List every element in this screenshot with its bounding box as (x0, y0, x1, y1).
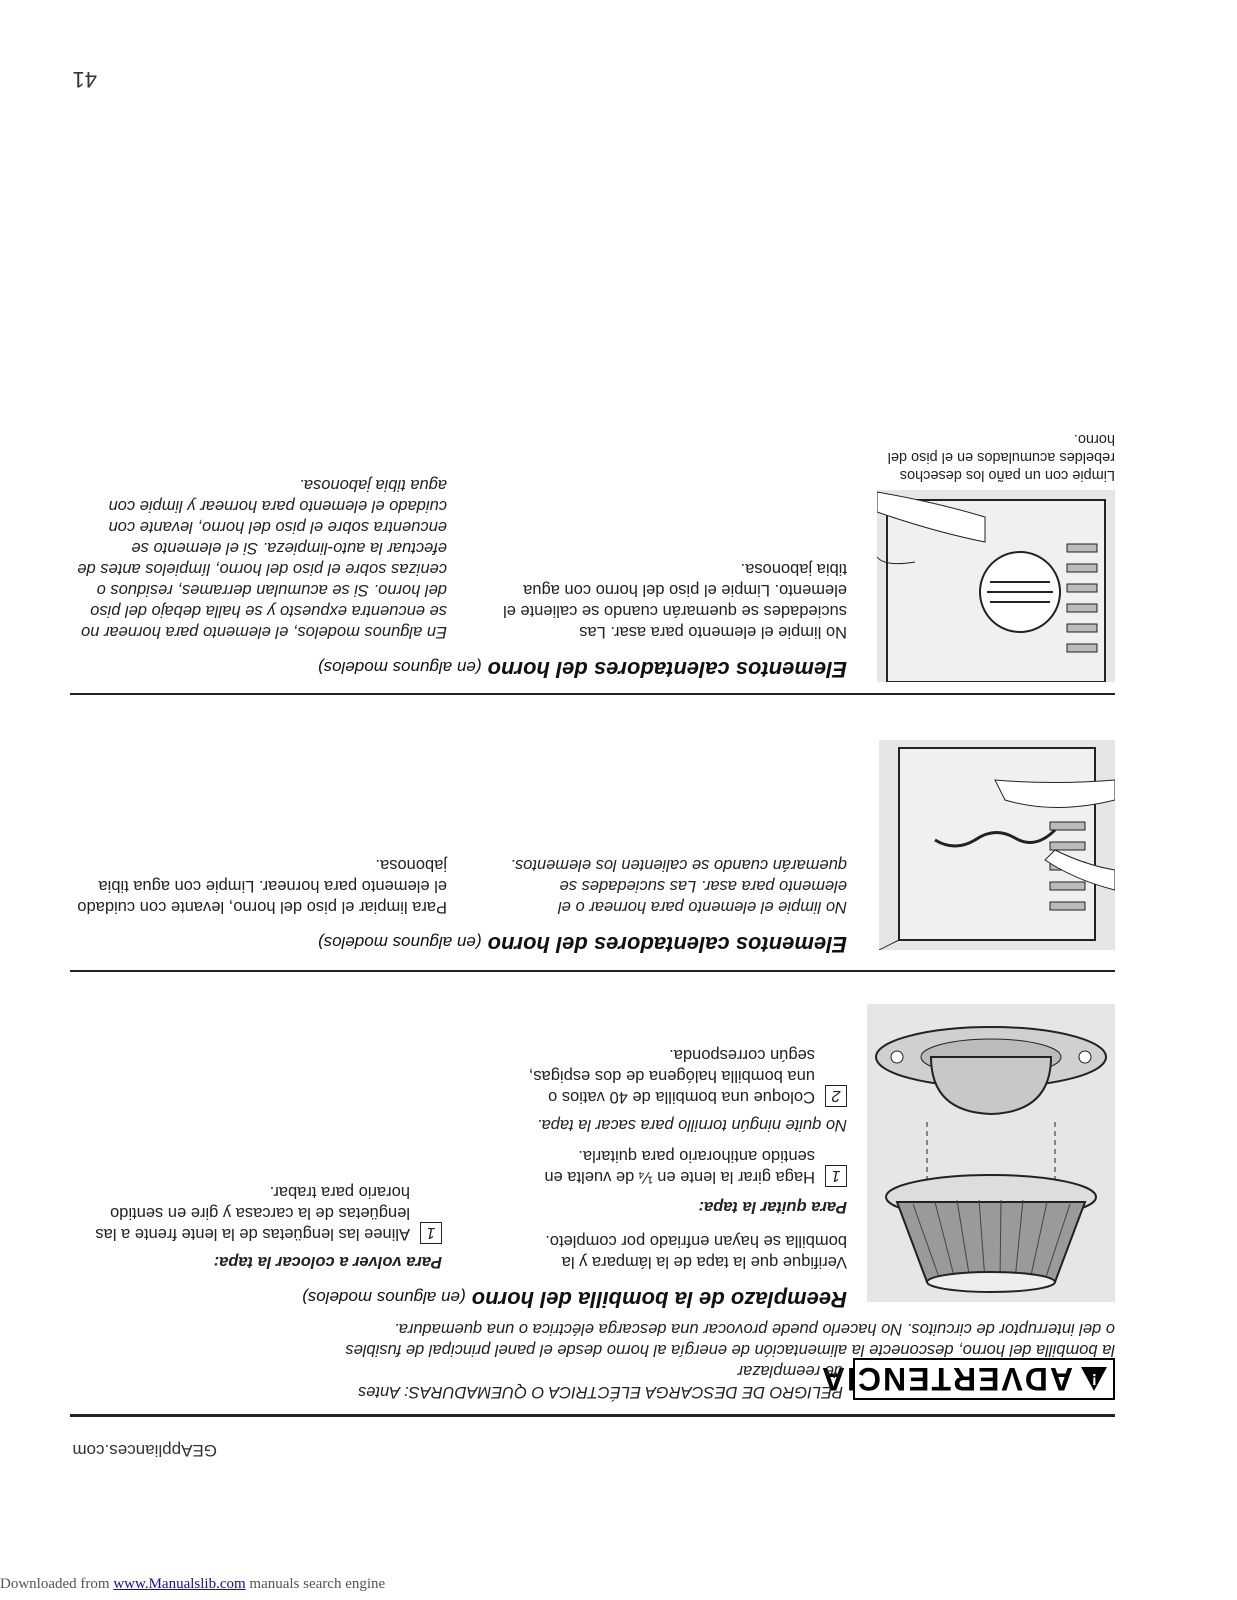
section-rule-1 (70, 970, 1115, 972)
elements-1-text: Para limpiar el piso del horno, levante con cuidado el elemento para hornear. Limpie con agua tibia jabonosa. (77, 856, 447, 916)
site-url: GEAppliances.com (72, 1441, 217, 1460)
step-number-1: 1 (825, 1165, 847, 1187)
elements-2-text: No limpie el elemento para asar. Las suciedades se quemarán cuando se caliente el elemento. Limpie el piso del horno con agua tibia jabonosa. (503, 560, 847, 641)
remove-heading: Para quitar la tapa: (698, 1198, 847, 1216)
section-rule-2 (70, 693, 1115, 695)
broil-element-illustration (877, 490, 1115, 682)
footer-suffix: manuals search engine (245, 1576, 386, 1592)
cleaning-caption: Limpie con un paño los desechos rebeldes acumulados en el piso del horno. (887, 431, 1115, 483)
step-3-text: Alinee las lengüetas de la lente frente a las lengüetas de la carcasa y gire en sentido horario para trabar. (95, 1183, 410, 1243)
warning-text (340, 1318, 1115, 1402)
bulb-section-title: Reemplazo de la bombilla del horno (en algunos modelos) (302, 1287, 847, 1312)
step-number-2: 2 (825, 1085, 847, 1107)
warning-body: la bombilla del horno, desconecte la alimentación de energía al horno desde el panel principal de fusibles o del interruptor de circuitos. No hacerlo puede provocar una descarga eléctrica o una quemadura. (345, 1320, 1115, 1359)
elements-2-subtitle: (en algunos modelos) (317, 658, 482, 677)
step-3 (72, 1181, 442, 1244)
download-footer (0, 1576, 385, 1593)
replace-heading: Para volver a colocar la tapa: (213, 1253, 442, 1271)
elements-1-warning: No limpie el elemento para hornear o el elemento para asar. Las suciedades se quemarán cuando se calienten los elementos. (510, 856, 847, 916)
bulb-intro: Verifique que la tapa de la lámpara y la bombilla se hayan enfriado por completo. (545, 1232, 847, 1271)
top-rule (70, 1414, 1115, 1417)
manualslib-link[interactable]: www.Manualslib.com (113, 1576, 246, 1592)
step-2-text: Coloque una bombilla de 40 vatios o una bombilla halógena de dos espigas, según corresponda. (528, 1046, 815, 1106)
no-screw-note: No quite ningún tornillo para sacar la tapa. (536, 1116, 847, 1134)
step-number-3: 1 (420, 1222, 442, 1244)
elements-2-title: Elementos calentadores del horno (en algunos modelos) (317, 657, 847, 682)
bulb-section-subtitle: (en algunos modelos) (302, 1288, 466, 1307)
page-number: 41 (72, 67, 97, 92)
warning-lead: PELIGRO DE DESCARGA ELÉCTRICA O QUEMADURAS: Antes de reemplazar (357, 1362, 843, 1401)
bulb-illustration (867, 1004, 1115, 1302)
step-1-text: Haga girar la lente en ¼ de vuelta en sentido antihorario para quitarla. (544, 1147, 815, 1186)
elements-1-title: Elementos calentadores del horno (en algunos modelos) (317, 932, 847, 957)
warning-triangle-icon: ! (1081, 1367, 1107, 1391)
elements-1-subtitle: (en algunos modelos) (317, 933, 482, 952)
bake-element-illustration (879, 740, 1115, 950)
warning-label: ADVERTENCIA (819, 1361, 1073, 1398)
footer-prefix: Downloaded from (0, 1576, 114, 1592)
step-1 (527, 1145, 847, 1187)
step-2 (527, 1044, 847, 1107)
elements-2-note: En algunos modelos, el elemento para hornear no se encuentra expuesto y se halla debajo del piso del horno. Si se acumulan derrames, residuos o cenizas sobre el piso del horno, límpielos antes de efectuar la auto-limpieza. Si el elemento se encuentra sobre el piso del horno, levante con cuidado el elemento para hornear y limpie con agua tibia jabonosa. (77, 476, 447, 641)
